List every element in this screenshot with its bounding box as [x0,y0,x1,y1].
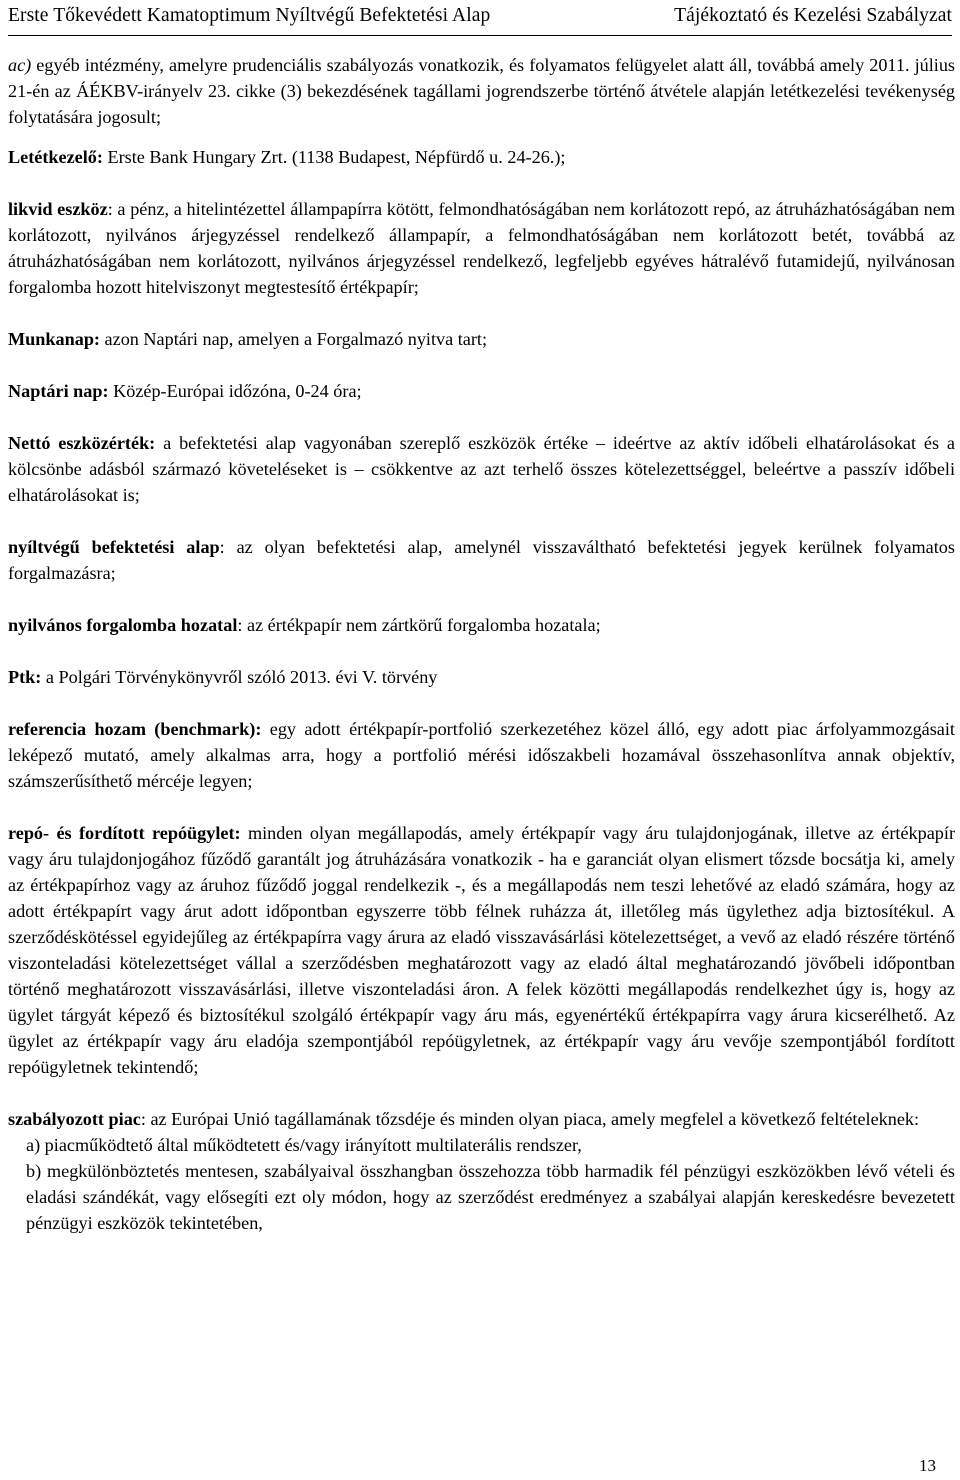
definition-szabalyozott-piac [8,1106,955,1132]
definition-text: : az Európai Unió tagállamának tőzsdéje és minden olyan piaca, amely megfelel a következő feltételeknek: [140,1109,920,1129]
page-header [8,0,952,32]
definition-netto-eszkozertek [8,430,955,508]
definition-text: : az olyan befektetési alap, amelynél visszaváltható befektetési jegyek kerülnek folyamatos forgalmazásra; [8,537,955,583]
definition-term: Letétkezelő: [8,147,103,167]
definition-nyiltvegu-alap [8,534,955,586]
definition-text: azon Naptári nap, amelyen a Forgalmazó nyitva tart; [100,329,488,349]
definition-term: repó- és fordított repóügylet: [8,823,241,843]
list-item: b) megkülönböztetés mentesen, szabályaival összhangban összehozza több harmadik fél pénzügyi eszközökben lévő vételi és eladási szándékát, vagy elősegíti ezt oly módon, hogy az szerződést eredményez a szabályai alapján kereskedésre bevezetett pénzügyi eszközök tekintetében, [26,1161,955,1233]
definition-term: nyilvános forgalomba hozatal [8,615,238,635]
definition-text: Közép-Európai időzóna, 0-24 óra; [108,381,362,401]
definition-text: minden olyan megállapodás, amely értékpapír vagy áru tulajdonjogának, illetve az értékpapír vagy áru tulajdonjogához fűződő garantált jog átruházására vonatkozik - ha e garanciát olyan elismert tőzsde bocsátja ki, amely az értékpapírhoz vagy az áruhoz fűződő joggal rendelkezik -, és a megállapodás nem teszi lehetővé az eladó számára, hogy az adott értékpapírt vagy árut adott időpontban egyszerre több félnek ruházza át, illetőleg más ügylethez adja biztosítékul. A szerződéskötéssel egyidejűleg az értékpapírra vagy árura az eladó visszavásárlási kötelezettséget, a vevő az eladó részére történő viszonteladási kötelezettséget vállal a szerződésben meghatározott vagy az eladó által meghatározandó jövőbeli időpontban történő meghatározott visszavásárlási, illetve viszonteladási áron. A felek közötti megállapodás rendelkezhet úgy is, hogy az ügylet tárgyát képező és biztosítékul szolgáló értékpapír vagy áru más, egyenértékű értékpapírra vagy árura kicserélhető. Az ügylet az értékpapír vagy áru eladója szempontjából repóügyletnek, az értékpapír vagy áru vevője szempontjából fordított repóügyletnek tekintendő; [8,823,956,1077]
definition-ptk [8,664,955,690]
definition-term: likvid eszköz [8,199,108,219]
definition-term: referencia hozam (benchmark): [8,719,262,739]
definition-ac-text: egyéb intézmény, amelyre prudenciális szabályozás vonatkozik, és folyamatos felügyelet alatt áll, továbbá amely 2011. július 21-én az ÁÉKBV-irányelv 23. cikke (3) bekezdésének tagállami jogrendszerbe történő átvétele alapján letétkezelési tevékenység folytatására jogosult; [8,55,955,127]
definition-term: Nettó eszközérték: [8,433,156,453]
definition-text: a befektetési alap vagyonában szereplő eszközök értéke – ideértve az aktív időbeli elhatárolásokat és a kölcsönbe adásból származó követeléseket is – csökkentve az azt terhelő összes kötelezettséggel, beleértve a passzív időbeli elhatárolásokat is; [8,433,956,505]
definition-term: szabályozott piac [8,1109,141,1129]
definition-term: Naptári nap: [8,381,109,401]
definition-text: : az értékpapír nem zártkörű forgalomba hozatala; [237,615,601,635]
definition-munkanap [8,326,955,352]
document-body [8,42,955,1236]
definition-term: nyíltvégű befektetési alap [8,537,220,557]
definition-referencia-hozam [8,716,955,794]
definition-text: Erste Bank Hungary Zrt. (1138 Budapest, Népfürdő u. 24-26.); [102,147,566,167]
definition-text: egy adott értékpapír-portfolió szerkezetéhez közel álló, egy adott piac árfolyammozgásait leképező mutató, amely alkalmas arra, hogy a portfolió mérési időszakbeli hozamával összehasonlítva annak objektív, számszerűsíthető mércéje legyen; [8,719,955,791]
definition-repougylet [8,820,955,1080]
definition-likvid-eszkoz [8,196,955,300]
definition-ac-prefix: ac) [8,55,32,75]
definition-letetkezelo [8,144,955,170]
list-item: a) piacműködtető által működtetett és/vagy irányított multilaterális rendszer, [26,1135,582,1155]
definition-text: a Polgári Törvénykönyvről szóló 2013. évi V. törvény [41,667,438,687]
definition-ac [8,52,955,130]
page-number: 13 [919,1456,936,1475]
definition-term: Munkanap: [8,329,100,349]
header-document-title: Erste Tőkevédett Kamatoptimum Nyíltvégű Befektetési Alap [8,5,491,26]
definition-nyilvanos-forgalomba-hozatal [8,612,955,638]
definition-text: : a pénz, a hitelintézettel állampapírra kötött, felmondhatóságában nem korlátozott repó, az átruházhatóságában nem korlátozott, nyilvános árjegyzéssel rendelkező állampapír, a felmondhatóságában nem korlátozott betét, továbbá az átruházhatóságában nem korlátozott, nyilvános árjegyzéssel rendelkező, legfeljebb egyéves hátralévő futamidejű, nyilvánosan forgalomba hozott hitelviszonyt megtestesítő értékpapír; [8,199,955,297]
header-section-title: Tájékoztató és Kezelési Szabályzat [674,5,952,26]
header-divider [8,35,952,36]
definition-naptari-nap [8,378,955,404]
definition-term: Ptk: [8,667,42,687]
